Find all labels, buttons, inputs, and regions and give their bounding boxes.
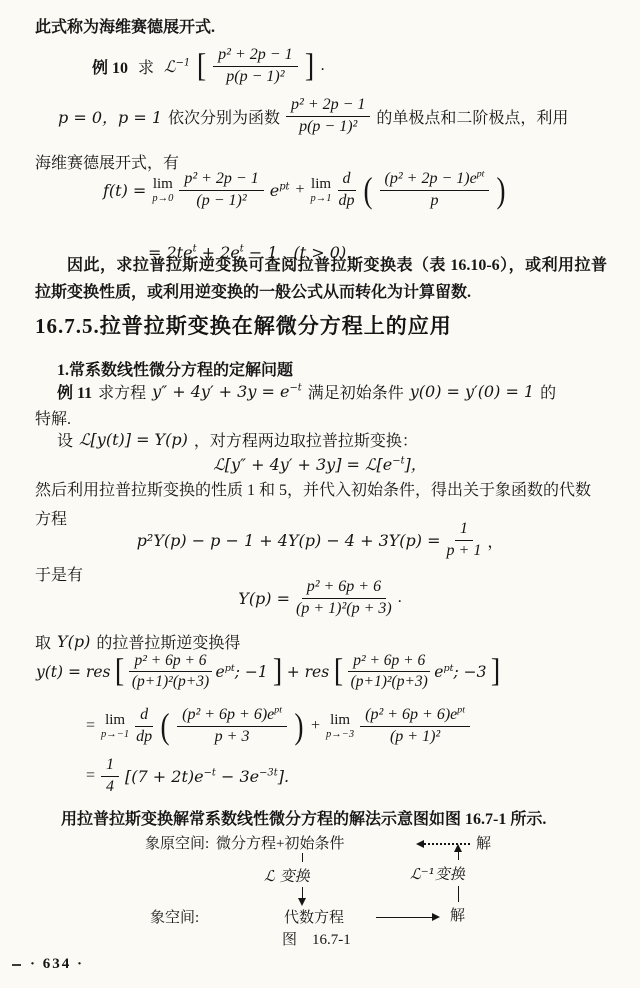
left-bracket: [ <box>115 652 125 689</box>
fraction-numerator: d <box>135 706 153 727</box>
lim-subscript: p→1 <box>310 192 332 204</box>
e-exponent: pt <box>279 181 290 193</box>
heaviside-line: 海维赛德展开式，有 <box>35 155 180 172</box>
numerator-main: (p² + 2p − 1)e <box>384 170 477 187</box>
limit-equation <box>86 706 470 747</box>
lim-word: lim <box>311 175 332 192</box>
take-word: 取 <box>35 635 52 652</box>
algebraic-equation-node: 代数方程 <box>284 910 345 926</box>
transform-eq-body <box>213 452 427 475</box>
numerator-exponent: pt <box>457 704 465 716</box>
algebraic-fraction <box>447 520 482 561</box>
exponent-minus-t: −t <box>203 767 216 779</box>
lim-word: lim <box>105 711 126 728</box>
limit-p-to-minus-3 <box>326 713 354 741</box>
intro-paragraph: 此式称为海维赛德展开式. <box>35 19 216 36</box>
original-space-label: 象原空间: <box>145 836 210 852</box>
example-10-fraction <box>213 46 297 87</box>
plus-sign: + <box>311 717 321 735</box>
fraction-numerator <box>177 706 287 727</box>
equals-sign: = <box>86 717 96 735</box>
scan-artifact-dash <box>12 964 21 966</box>
left-bracket: [ <box>334 652 344 689</box>
final-close: ]. <box>277 766 290 786</box>
fraction-denominator: 4 <box>106 777 115 795</box>
inverse-tail: 的拉普拉斯逆变换得 <box>96 635 241 652</box>
dashed-left-arrow <box>424 843 470 845</box>
left-bracket: [ <box>196 47 207 84</box>
limit-fraction-2 <box>360 706 470 747</box>
comma: ， <box>487 533 504 551</box>
fraction-denominator: (p+1)²(p+3) <box>350 673 428 691</box>
right-bracket: ] <box>272 652 282 689</box>
limit-p-to-0 <box>152 177 173 205</box>
image-space-label: 象空间: <box>150 910 200 926</box>
residue-point-2 <box>434 663 486 681</box>
fraction-denominator: (p + 1)²(p + 3) <box>296 599 392 617</box>
fraction-numerator: 1 <box>101 756 119 777</box>
conclusion-paragraph: 因此，求拉普拉斯逆变换可查阅拉普拉斯变换表（表 16.10-6），或利用拉普拉斯变换性质，或利用逆变换的一般公式从而转化为计算留数. <box>35 257 607 301</box>
example-10-line <box>92 46 325 87</box>
exponent-t: t <box>239 243 244 255</box>
e-base: e <box>215 662 225 681</box>
lim-word: lim <box>330 711 351 728</box>
result-tail: − 1 (t > 0). <box>243 243 352 262</box>
ode-exponent: −t <box>289 382 302 394</box>
limit-p-to-minus-1 <box>101 713 129 741</box>
e-exponent: pt <box>224 662 235 674</box>
substitution-line <box>57 428 418 451</box>
example-11-wrap: 特解. <box>35 411 72 428</box>
algebraic-lhs: p²Y(p) − p − 1 + 4Y(p) − 4 + 3Y(p) = <box>136 530 441 550</box>
yp-fraction <box>296 578 392 619</box>
properties-line: 然后利用拉普拉斯变换的性质 1 和 5，并代入初始条件，得出关于象函数的代数 <box>35 482 592 499</box>
exponential-pt <box>270 181 290 200</box>
inverse-laplace-operator <box>164 57 190 76</box>
period: . <box>320 57 325 75</box>
plus-res: + res <box>286 662 330 681</box>
right-bracket: ] <box>304 47 314 84</box>
operator-exponent: −1 <box>175 57 191 69</box>
fraction-numerator <box>380 170 490 191</box>
fraction-denominator: p + 1 <box>446 541 482 559</box>
fraction-denominator: (p − 1)² <box>196 191 247 209</box>
poles-fraction <box>286 96 370 137</box>
limit-p-to-1 <box>311 177 332 205</box>
limit-fraction-1 <box>177 706 287 747</box>
right-paren: ) <box>496 170 506 211</box>
script-l-symbol: ℒ <box>164 56 176 76</box>
transform-lhs: ℒ[y″ + 4y′ + 3y] = ℒ[e <box>213 455 393 474</box>
yp-symbol: Y(p) <box>57 632 91 651</box>
transform-close: ]， <box>404 455 427 474</box>
properties-wrap: 方程 <box>35 511 68 528</box>
fraction-numerator: p² + 2p − 1 <box>179 170 263 191</box>
connector-line <box>458 886 459 902</box>
fraction-numerator: p² + 2p − 1 <box>213 46 297 67</box>
residue-point-1 <box>216 663 268 681</box>
numerator-main: (p² + 6p + 6)e <box>182 706 275 723</box>
solid-right-arrow <box>376 917 432 918</box>
fraction-denominator: dp <box>338 191 355 209</box>
yt-lhs: y(t) = res <box>36 662 111 681</box>
initial-conditions: y(0) = y′(0) = 1 <box>409 382 535 401</box>
numerator-exponent: pt <box>274 704 282 716</box>
example-11-mid: 满足初始条件 <box>307 385 404 402</box>
up-arrow <box>458 851 459 860</box>
section-title: 拉普拉斯变换在解微分方程上的应用 <box>99 314 452 338</box>
figure-caption: 图 16.7-1 <box>282 932 351 948</box>
lim-word: lim <box>152 175 173 192</box>
poles-text-2: 的单极点和二阶极点，利用 <box>376 109 569 127</box>
fraction-numerator: p² + 6p + 6 <box>129 652 211 672</box>
final-expression <box>125 767 289 786</box>
final-result <box>86 756 289 797</box>
ft-fraction-1 <box>179 170 263 211</box>
fraction-numerator: p² + 2p − 1 <box>286 96 370 117</box>
example-11-lead: 求方程 <box>98 385 147 402</box>
example-11-tail: 的 <box>540 385 557 402</box>
connector-line <box>302 853 303 862</box>
ft-equation <box>103 170 507 211</box>
plus-sign: + <box>295 181 305 199</box>
fraction-numerator: d <box>338 170 356 191</box>
example-10-lead: 求 <box>138 59 155 77</box>
e-base: e <box>434 662 444 681</box>
e-exponent: pt <box>443 662 454 674</box>
result-term-2: + 2e <box>196 243 240 262</box>
final-term-2: − 3e <box>215 766 260 786</box>
set-word: 设 <box>57 433 74 450</box>
fraction-denominator: (p + 1)² <box>389 727 441 745</box>
residue-fraction-1 <box>129 652 211 692</box>
at-value: ; −1 <box>234 662 268 681</box>
fraction-numerator: p² + 6p + 6 <box>302 578 386 599</box>
fraction-denominator: p(p − 1)² <box>226 67 285 85</box>
d-dp-operator <box>338 170 356 211</box>
one-quarter-fraction <box>101 756 119 797</box>
residue-fraction-2 <box>348 652 430 692</box>
fraction-denominator: (p+1)²(p+3) <box>131 673 210 691</box>
at-value: ; −3 <box>453 662 487 681</box>
poles-text-1: 依次分别为函数 <box>168 109 281 127</box>
solution-node-bottom: 解 <box>450 908 466 924</box>
right-bracket: ] <box>491 652 501 689</box>
yp-equation <box>0 578 640 619</box>
left-paren: ( <box>363 170 373 211</box>
ode-equation <box>152 382 302 401</box>
fraction-numerator: 1 <box>455 520 473 541</box>
solution-node-top: 解 <box>476 836 492 852</box>
differential-equation-node: 微分方程+初始条件 <box>216 836 345 852</box>
fraction-denominator: p + 3 <box>214 727 250 745</box>
period: . <box>397 589 402 607</box>
right-paren: ) <box>294 706 304 747</box>
transform-exponent: −t <box>392 455 405 467</box>
fraction-denominator: p <box>430 191 439 209</box>
transform-equation <box>0 452 640 475</box>
set-tail: ，对方程两边取拉普拉斯变换： <box>193 433 418 450</box>
exponent-t: t <box>192 243 197 255</box>
inverse-line <box>35 630 240 653</box>
section-heading <box>35 310 452 340</box>
poles-values: p = 0，p = 1 <box>58 107 163 127</box>
algebraic-equation <box>0 520 640 561</box>
result-term-1: = 2te <box>148 243 193 262</box>
numerator-main: (p² + 6p + 6)e <box>365 706 458 723</box>
ode-lhs: y″ + 4y′ + 3y = e <box>152 382 290 401</box>
ft-fraction-2 <box>380 170 490 211</box>
fraction-denominator: dp <box>136 727 153 745</box>
inverse-laplace-transform-label: ℒ⁻¹变换 <box>410 865 465 883</box>
yp-lhs: Y(p) = <box>238 588 291 608</box>
figure-16-7-1-diagram <box>0 830 640 952</box>
lim-subscript: p→−3 <box>326 728 355 740</box>
exponent-minus-3t: −3t <box>259 767 278 779</box>
example-11-line <box>57 380 556 403</box>
laplace-transform-label: ℒ 变换 <box>264 867 310 885</box>
thus-line: 于是有 <box>35 567 84 584</box>
final-term-1: [(7 + 2t)e <box>125 766 204 786</box>
fraction-numerator: p² + 6p + 6 <box>348 652 430 672</box>
example-11-label: 例 11 <box>57 385 93 402</box>
residue-equation <box>36 652 501 692</box>
e-base: e <box>269 180 280 200</box>
left-paren: ( <box>160 706 170 747</box>
section-number: 16.7.5. <box>35 314 100 338</box>
poles-sentence <box>58 96 568 137</box>
fraction-numerator <box>360 706 470 727</box>
figure-reference-line: 用拉普拉斯变换解常系数线性微分方程的解法示意图如图 16.7-1 所示. <box>61 811 547 828</box>
page-number: · 634 · <box>30 956 85 972</box>
lim-subscript: p→−1 <box>101 728 130 740</box>
numerator-exponent: pt <box>476 168 485 180</box>
equals-sign: = <box>86 767 96 785</box>
fraction-denominator: p(p − 1)² <box>299 117 358 135</box>
example-10-label: 例 10 <box>92 59 129 77</box>
d-dp-operator <box>135 706 153 747</box>
down-arrow <box>302 887 303 899</box>
lim-subscript: p→0 <box>152 192 174 204</box>
subsection-title: 1.常系数线性微分方程的定解问题 <box>57 362 294 379</box>
laplace-substitution: ℒ[y(t)] = Y(p) <box>79 430 188 449</box>
ft-lhs: f(t) = <box>103 180 147 200</box>
